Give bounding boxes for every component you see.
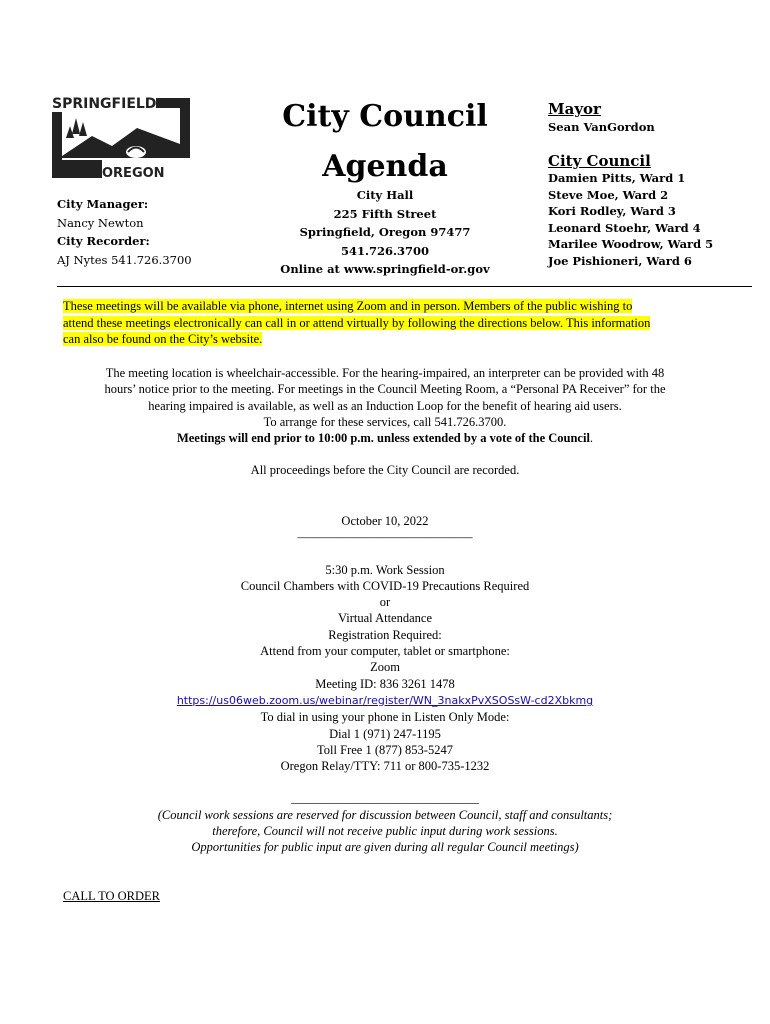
council-member: Joe Pishioneri, Ward 6 <box>548 253 692 268</box>
work-session-note-line: (Council work sessions are reserved for discussion between Council, staff and consultants; <box>157 807 613 822</box>
meeting-time: 5:30 p.m. Work Session <box>325 562 445 577</box>
recorder-name: AJ Nytes 541.726.3700 <box>57 252 192 267</box>
notice-line: attend these meetings electronically can call in or attend virtually by following the directions below. This information <box>63 315 651 330</box>
location-phone: 541.726.3700 <box>340 243 430 258</box>
tollfree-number: Toll Free 1 (877) 853-5247 <box>317 742 453 757</box>
logo-graphic <box>52 96 192 182</box>
staff-info <box>57 195 257 269</box>
call-to-order-heading: CALL TO ORDER <box>63 889 160 903</box>
meeting-virtual: Virtual Attendance <box>337 611 432 626</box>
location-online: Online at www.springfield-or.gov <box>280 262 490 276</box>
location-block <box>270 186 500 279</box>
mayor-heading: Mayor <box>548 100 601 118</box>
meeting-or: or <box>379 595 391 610</box>
notice-line: can also be found on the City’s website. <box>63 332 263 346</box>
access-line: hours’ notice prior to the meeting. For meetings in the Council Meeting Room, a “Personal PA Receiver” for the <box>104 382 666 397</box>
meeting-details <box>55 513 715 856</box>
meeting-id: Meeting ID: 836 3261 1478 <box>315 676 455 691</box>
officials-block <box>548 100 748 269</box>
mayor-name: Sean VanGordon <box>548 120 655 134</box>
council-member: Leonard Stoehr, Ward 4 <box>548 220 701 235</box>
recorded-note: All proceedings before the City Council are recorded. <box>250 463 520 477</box>
meeting-end-period: . <box>589 431 594 446</box>
dial-intro: To dial in using your phone in Listen Only Mode: <box>260 710 510 725</box>
manager-name: Nancy Newton <box>57 215 144 230</box>
meeting-date: October 10, 2022 <box>341 514 429 528</box>
meeting-attend: Attend from your computer, tablet or smartphone: <box>260 644 510 659</box>
manager-label: City Manager: <box>57 197 149 211</box>
access-line: The meeting location is wheelchair-accessible. For the hearing-impaired, an interpreter can be provided with 48 <box>105 366 665 380</box>
page-title <box>270 92 500 192</box>
council-member: Steve Moe, Ward 2 <box>548 187 669 202</box>
work-session-note-line: therefore, Council will not receive public input during work sessions. <box>212 824 558 839</box>
section-separator: ______________________________ <box>291 791 479 806</box>
meeting-zoom: Zoom <box>370 660 400 675</box>
location-street: 225 Fifth Street <box>333 206 437 221</box>
zoom-registration-link[interactable]: https://us06web.zoom.us/webinar/register/WN_3nakxPvXSOSsW-cd2Xbkmg <box>176 693 594 707</box>
meeting-end-note <box>55 430 715 446</box>
relay-number: Oregon Relay/TTY: 711 or 800-735-1232 <box>280 759 490 774</box>
access-line: To arrange for these services, call 541.726.3700. <box>263 414 507 429</box>
recorder-label: City Recorder: <box>57 234 150 248</box>
council-member: Marilee Woodrow, Ward 5 <box>548 237 714 251</box>
accessibility-info <box>55 365 715 446</box>
title-line-2: Agenda <box>322 149 448 184</box>
meeting-registration: Registration Required: <box>328 627 442 642</box>
notice-line: These meetings will be available via phone, internet using Zoom and in person. Members of the public wishing to <box>63 299 633 313</box>
access-line: hearing impaired is available, as well as an Induction Loop for the benefit of hearing aid users. <box>148 398 622 413</box>
meeting-end-bold: Meetings will end prior to 10:00 p.m. unless extended by a vote of the Council <box>176 431 590 446</box>
work-session-note-line: Opportunities for public input are given during all regular Council meetings) <box>191 840 579 855</box>
council-member: Kori Rodley, Ward 3 <box>548 204 676 218</box>
springfield-logo <box>52 96 192 182</box>
logo-bottom-text: OREGON <box>102 166 165 181</box>
dial-number: Dial 1 (971) 247-1195 <box>329 726 441 741</box>
meeting-chambers: Council Chambers with COVID-19 Precautions Required <box>240 578 530 593</box>
council-member: Damien Pitts, Ward 1 <box>548 171 686 185</box>
date-separator: —————————————— <box>297 530 473 545</box>
location-city: Springfield, Oregon 97477 <box>299 225 471 239</box>
council-heading: City Council <box>548 152 651 170</box>
header-divider <box>57 286 752 287</box>
logo-top-text: SPRINGFIELD <box>52 96 157 112</box>
title-line-1: City Council <box>282 99 488 134</box>
public-notice <box>63 298 711 348</box>
location-name: City Hall <box>356 188 414 202</box>
